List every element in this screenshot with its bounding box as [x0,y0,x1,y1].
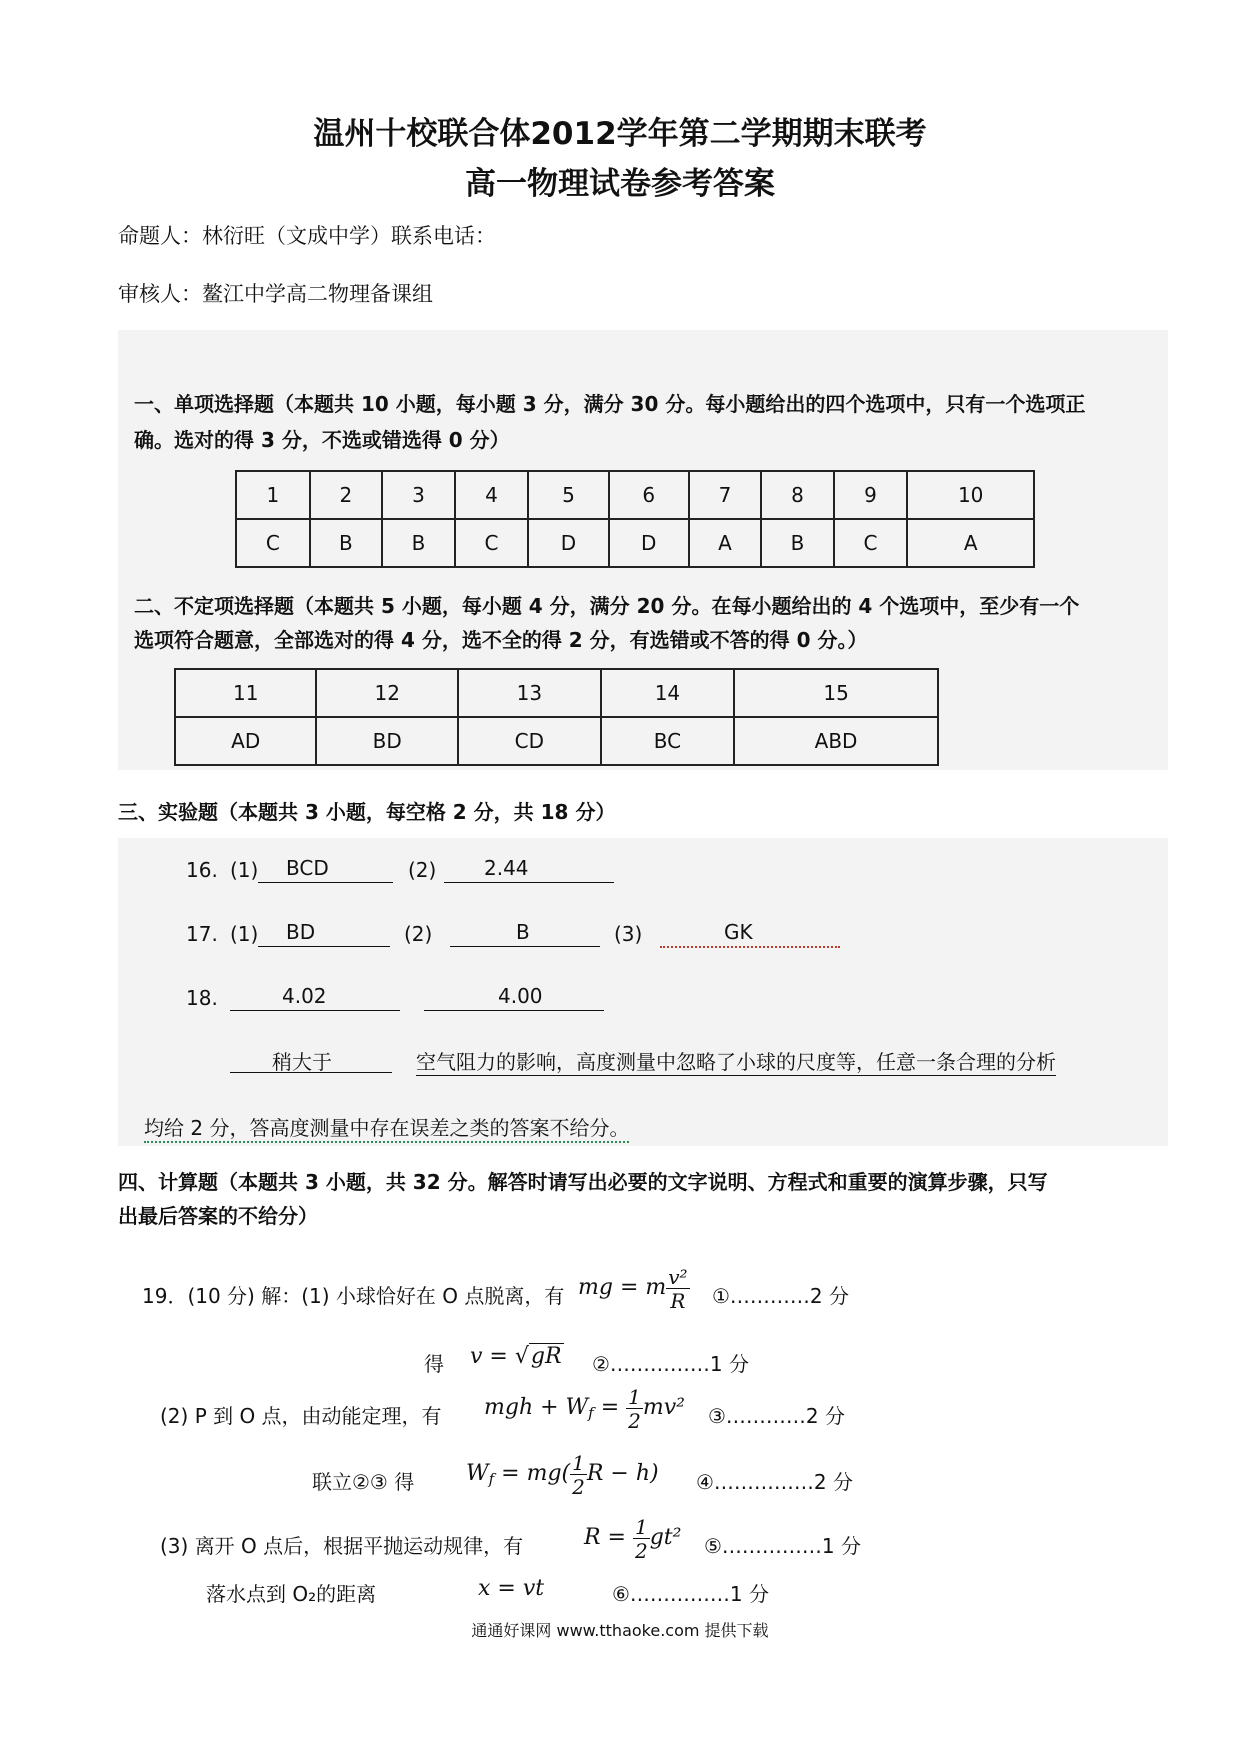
eq3-lhs: mgh + W [484,1395,589,1420]
q12-number: 12 [316,669,458,717]
footer: 通通好课网 www.tthaoke.com 提供下载 [471,1621,769,1640]
eq4-lhs: W [466,1461,489,1486]
q18-blank2 [424,1010,604,1011]
section2-heading-line1: 二、不定项选择题（本题共 5 小题，每小题 4 分，满分 20 分。在每小题给出的 4 个选项中，至少有一个 [134,594,1080,618]
eq4-score: ④……………2 分 [696,1470,854,1494]
q16-part1-label: (1) [230,858,259,882]
q11-answer: AD [175,717,316,765]
q19-combine: 联立②③ 得 [312,1470,415,1494]
eq3-sub: f [588,1404,594,1423]
q7-number: 7 [689,471,761,519]
equation-2: v = √gR [470,1344,562,1369]
eq5-rhs: gt² [649,1525,682,1550]
section1-number-row [236,471,1034,519]
q9-answer: C [834,519,908,567]
section2-answer-row [175,717,938,765]
q14-number: 14 [601,669,734,717]
q10-answer: A [907,519,1034,567]
q16-label: 16. [186,858,218,882]
section1-answer-row [236,519,1034,567]
q13-answer: CD [458,717,601,765]
q3-answer: B [382,519,455,567]
q17-part1-label: (1) [230,922,259,946]
eq4-fraction [570,1452,587,1499]
eq1-denominator: R [670,1289,686,1313]
eq5-fraction [633,1516,650,1563]
title-line2: 高一物理试卷参考答案 [465,166,775,202]
eq3-score: ③…………2 分 [708,1404,846,1428]
section-shade-2 [118,838,1168,1146]
eq3-rhs: mv² [642,1395,685,1420]
q15-answer: ABD [734,717,938,765]
eq4-mid: = mg( [494,1461,571,1486]
eq6-score: ⑥……………1 分 [612,1582,770,1606]
eq4-denominator: 2 [572,1475,585,1499]
eq1-lhs: mg = m [578,1275,667,1300]
q18-blank1 [230,1010,400,1011]
equation-4 [466,1452,659,1499]
eq5-denominator: 2 [634,1539,648,1563]
q1-number: 1 [236,471,310,519]
eq2-lhs: v = [470,1344,515,1369]
q17-blank1 [258,946,390,947]
section4-heading-line2: 出最后答案的不给分） [118,1204,318,1228]
q19-step3: (3) 离开 O 点后，根据平抛运动规律，有 [160,1534,524,1558]
q19-step3b: 落水点到 O₂的距离 [206,1582,377,1606]
q18-answer3: 稍大于 [272,1050,332,1074]
q17-answer3: GK [724,920,753,944]
q6-answer: D [609,519,689,567]
q17-blank2 [450,946,600,947]
q2-answer: B [310,519,383,567]
q18-answer2: 4.00 [498,984,543,1008]
q4-answer: C [455,519,529,567]
q19-step2: (2) P 到 O 点，由动能定理，有 [160,1404,442,1428]
author-line: 命题人：林衍旺（文成中学）联系电话： [118,224,496,248]
eq1-score: ①…………2 分 [712,1284,850,1308]
eq4-numerator: 1 [572,1451,585,1475]
section2-heading-line2: 选项符合题意，全部选对的得 4 分，选不全的得 2 分，有选错或不答的得 0 分。） [134,628,868,652]
q16-answer2: 2.44 [484,856,529,880]
eq3-mid: = [593,1395,627,1420]
section2-answer-table [174,668,939,766]
q16-answer1: BCD [286,856,329,880]
q18-label: 18. [186,986,218,1010]
q17-blank3 [660,946,840,948]
q16-part2-label: (2) [408,858,437,882]
de-label: 得 [424,1352,444,1376]
equation-3 [484,1386,685,1433]
q5-number: 5 [528,471,608,519]
q8-number: 8 [761,471,834,519]
title-line1: 温州十校联合体2012学年第二学期期末联考 [313,116,927,152]
q12-answer: BD [316,717,458,765]
q14-answer: BC [601,717,734,765]
q10-number: 10 [907,471,1034,519]
eq5-numerator: 1 [634,1515,648,1539]
section1-heading-line1: 一、单项选择题（本题共 10 小题，每小题 3 分，满分 30 分。每小题给出的四个选项中，只有一个选项正 [134,392,1086,416]
eq3-numerator: 1 [628,1385,641,1409]
eq2-sqrt: gR [530,1344,562,1369]
q11-number: 11 [175,669,316,717]
q5-answer: D [528,519,608,567]
eq4-sub: f [488,1470,495,1489]
q7-answer: A [689,519,761,567]
q17-answer2: B [516,920,530,944]
q13-number: 13 [458,669,601,717]
eq1-numerator: v² [668,1265,688,1289]
q4-number: 4 [455,471,529,519]
q16-blank2 [444,882,614,883]
eq4-rhs: R − h) [586,1461,659,1486]
q9-number: 9 [834,471,908,519]
q3-number: 3 [382,471,455,519]
q2-number: 2 [310,471,383,519]
section1-heading-line2: 确。选对的得 3 分，不选或错选得 0 分） [134,428,510,452]
eq1-fraction [666,1266,689,1313]
q17-part2-label: (2) [404,922,433,946]
equation-1 [578,1266,690,1313]
eq5-score: ⑤……………1 分 [704,1534,862,1558]
q16-blank1 [258,882,393,883]
section1-answer-table [235,470,1035,568]
eq5-lhs: R = [584,1525,633,1550]
section3-heading: 三、实验题（本题共 3 小题，每空格 2 分，共 18 分） [118,800,616,824]
equation-5 [584,1516,681,1563]
reviewer-line: 审核人：鳌江中学高二物理备课组 [118,282,433,306]
section4-heading-line1: 四、计算题（本题共 3 小题，共 32 分。解答时请写出必要的文字说明、方程式和重要的演算步骤，只写 [118,1170,1048,1194]
q17-answer1: BD [286,920,316,944]
eq2-score: ②……………1 分 [592,1352,750,1376]
q6-number: 6 [609,471,689,519]
q1-answer: C [236,519,310,567]
q8-answer: B [761,519,834,567]
eq3-fraction [626,1386,643,1433]
eq3-denominator: 2 [628,1409,641,1433]
section2-number-row [175,669,938,717]
q18-reason: 空气阻力的影响，高度测量中忽略了小球的尺度等，任意一条合理的分析 [416,1046,1056,1076]
equation-6: x = vt [478,1576,545,1601]
q17-label: 17. [186,922,218,946]
q19-intro: 19．(10 分) 解：(1) 小球恰好在 O 点脱离，有 [142,1284,565,1308]
q15-number: 15 [734,669,938,717]
q18-note: 均给 2 分，答高度测量中存在误差之类的答案不给分。 [144,1112,629,1143]
q17-part3-label: (3) [614,922,643,946]
q18-answer1: 4.02 [282,984,327,1008]
